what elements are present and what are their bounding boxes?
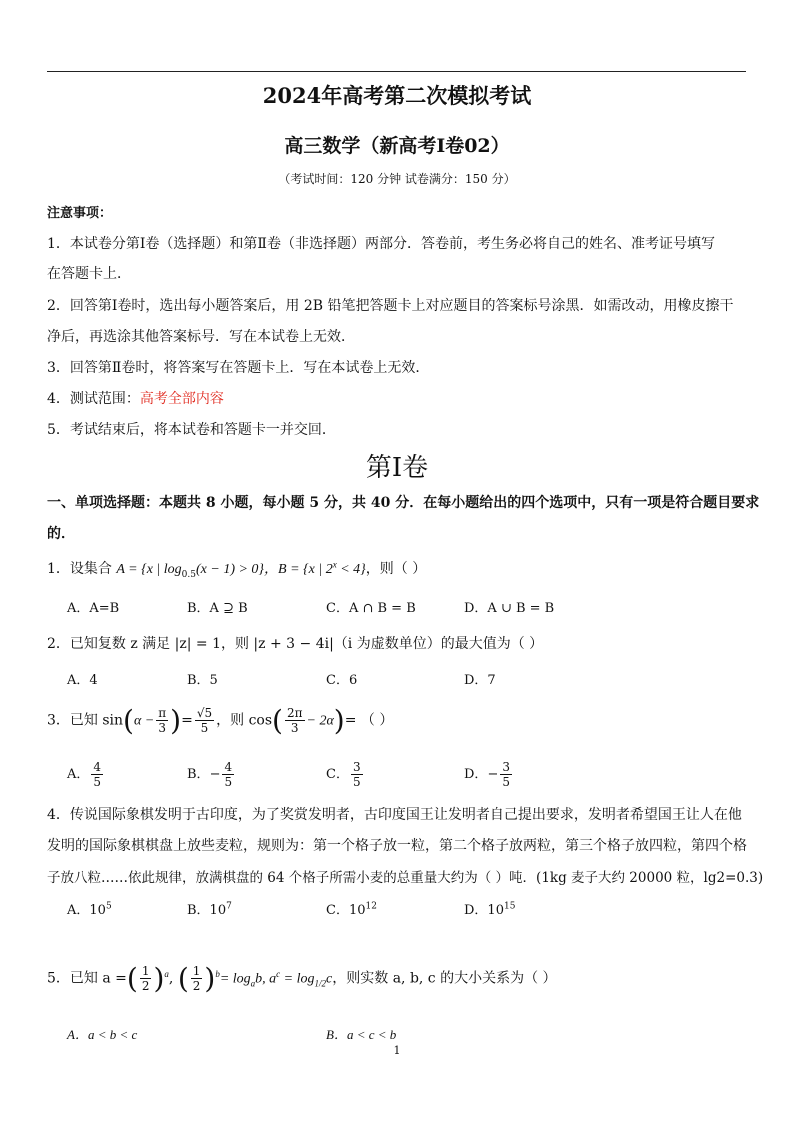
q5-suffix: ，则实数 a, b, c 的大小关系为（ ） (332, 970, 557, 987)
q3-option-b-frac (222, 760, 234, 789)
q2-option-c[interactable]: C．6 (326, 673, 358, 688)
q3-option-a-label: A． (67, 767, 90, 782)
q3-option-b-num: 4 (224, 760, 233, 774)
q5-log-c-arg: c (326, 971, 333, 987)
q3-option-c[interactable] (326, 760, 365, 789)
q5-paren2-close: ) (204, 962, 216, 995)
q4-option-c-label: C．10 (326, 903, 366, 918)
q1-set-b-rest: < 4} (336, 562, 366, 577)
notice-item-2-line-2: 净后，再选涂其他答案标号．写在本试卷上无效． (47, 329, 355, 345)
q3-minus-2alpha: − 2α (306, 713, 334, 729)
q3-sqrt5-over-5 (195, 706, 214, 735)
q3-option-d-label: D． (464, 767, 488, 782)
q3-option-a[interactable] (67, 760, 105, 789)
header-rule (47, 71, 746, 72)
q5-log-a-base: a (250, 978, 256, 989)
q3-option-a-num: 4 (93, 760, 102, 774)
q4-option-a-label: A．10 (67, 903, 106, 918)
q5-log-c: = log (280, 971, 315, 987)
q5-option-b[interactable]: B．a < c < b (326, 1027, 397, 1042)
notice-item-3: 3．回答第Ⅱ卷时，将答案写在答题卡上．写在本试卷上无效． (47, 360, 430, 376)
q4-option-c-exp: 12 (365, 901, 377, 912)
q3-option-b-den: 5 (224, 775, 233, 789)
page-number: 1 (393, 1044, 401, 1057)
q1-option-b[interactable]: B．A ⊇ B (187, 601, 248, 616)
q3-sqrt5: √5 (196, 706, 213, 720)
q3-paren2-open: ( (272, 704, 283, 737)
q1-exponent: x (332, 559, 337, 570)
exam-title: 2024年高考第二次模拟考试 (262, 83, 532, 108)
q5-half-2-den: 2 (192, 979, 201, 993)
notice-item-2-line-1: 2．回答第Ⅰ卷时，选出每小题答案后，用 2B 铅笔把答题卡上对应题目的答案标号涂黑．如需改动，用橡皮擦干 (47, 298, 734, 314)
q4-option-b[interactable] (187, 899, 232, 918)
q1-option-c[interactable]: C．A ∩ B = B (326, 601, 416, 616)
q5-half-1-den: 2 (141, 979, 150, 993)
q5-half-1-num: 1 (141, 964, 150, 978)
section-title: 第Ⅰ卷 (365, 453, 429, 483)
q5-half-2-num: 1 (192, 964, 201, 978)
question-5 (47, 962, 557, 995)
question-4-line-1: 4．传说国际象棋发明于古印度，为了奖赏发明者，古印度国王让发明者自己提出要求，发明者希望国王让人在他 (47, 807, 742, 823)
q3-option-d-den: 5 (502, 775, 510, 789)
q3-option-b[interactable] (187, 760, 236, 789)
q3-prefix: 3．已知 sin (47, 712, 124, 729)
notice-item-4-prefix: 4．测试范围： (47, 391, 140, 407)
q4-option-d[interactable] (464, 899, 515, 918)
q3-2pi-over-3 (285, 706, 305, 735)
q3-option-c-frac (351, 760, 363, 789)
section-intro-line-1: 一、单项选择题：本题共 8 小题，每小题 5 分，共 40 分．在每小题给出的四个选项中，只有一项是符合题目要求 (47, 495, 760, 511)
q3-option-c-num: 3 (352, 760, 361, 774)
q5-paren1-close: ) (153, 962, 165, 995)
notice-item-4-scope: 高考全部内容 (139, 391, 224, 407)
q2-option-d[interactable]: D．7 (464, 673, 496, 688)
notice-item-1-line-1: 1．本试卷分第Ⅰ卷（选择题）和第Ⅱ卷（非选择题）两部分．答卷前，考生务必将自己的姓名、准考证号填写 (47, 236, 715, 252)
q5-exp-a: a (164, 968, 169, 979)
q3-alpha-minus: α − (133, 713, 155, 729)
q5-exp-b: b (215, 968, 220, 979)
q3-option-d-frac (500, 760, 512, 789)
q3-option-b-sign: − (209, 767, 221, 782)
q3-option-b-label: B． (187, 767, 210, 782)
q3-mid: ，则 cos (216, 712, 273, 729)
question-3 (47, 704, 393, 737)
notice-item-5: 5．考试结束后，将本试卷和答题卡一并交回． (47, 422, 336, 438)
q5-comma: , (168, 970, 178, 987)
exam-subtitle: 高三数学（新高考Ⅰ卷02） (284, 135, 510, 157)
question-4-line-3: 子放八粒……依此规律，放满棋盘的 64 个格子所需小麦的总重量大约为（ ）吨．(1kg 麦子大约 20000 粒，lg2=0.3) (47, 870, 764, 886)
q4-option-b-exp: 7 (226, 901, 232, 912)
q5-paren2-open: ( (177, 962, 189, 995)
q1-suffix: ，则（ ） (365, 561, 427, 577)
q1-set-a-rest: (x − 1) > 0} (196, 562, 265, 577)
q3-five: 5 (200, 721, 209, 735)
q3-option-a-den: 5 (93, 775, 102, 789)
q3-option-d-sign: − (487, 767, 499, 782)
q5-half-1 (140, 964, 152, 993)
notice-item-1-line-2: 在答题卡上． (47, 266, 131, 282)
q2-option-b[interactable]: B．5 (187, 673, 218, 688)
question-1 (47, 558, 426, 580)
q5-prefix: 5．已知 a = (47, 970, 127, 987)
notice-heading: 注意事项： (47, 206, 113, 221)
q3-three-2: 3 (290, 721, 299, 735)
q4-option-a-exp: 5 (105, 901, 112, 912)
question-2: 2．已知复数 z 满足 |z| = 1，则 |z + 3 − 4i|（i 为虚数单位）的最大值为（ ） (47, 636, 544, 652)
q2-option-a[interactable]: A．4 (67, 673, 98, 688)
q4-option-a[interactable] (67, 899, 112, 918)
q4-option-c[interactable] (326, 899, 377, 918)
q3-option-c-den: 5 (352, 775, 361, 789)
q5-log-a-arg: b, a (255, 971, 277, 987)
q3-pi-over-3 (156, 706, 168, 735)
q5-option-a[interactable]: A．a < b < c (67, 1027, 138, 1042)
q3-option-a-frac (91, 760, 103, 789)
time-note: （考试时间：120 分钟 试卷满分：150 分） (278, 172, 516, 186)
q3-paren-close: ) (170, 704, 182, 737)
q3-pi: π (158, 706, 167, 720)
q1-log-base: 0.5 (181, 569, 196, 580)
q5-log-a: = log (219, 971, 251, 987)
q3-three: 3 (158, 721, 167, 735)
q3-equals: = (181, 712, 193, 729)
q4-option-d-label: D．10 (464, 903, 504, 918)
section-intro-line-2: 的． (47, 526, 75, 542)
q3-option-d-num: 3 (502, 760, 510, 774)
q3-two-pi: 2π (286, 706, 303, 720)
q1-option-d[interactable]: D．A ∪ B = B (464, 601, 555, 616)
q3-option-c-label: C． (326, 767, 349, 782)
q1-set-a: A = {x | log (116, 562, 182, 577)
q1-set-b: ，B = {x | 2 (264, 562, 333, 577)
q4-option-d-exp: 15 (503, 901, 516, 912)
notice-item-4 (47, 388, 224, 408)
q3-paren-open: ( (123, 704, 134, 737)
q5-half-2 (191, 964, 203, 993)
q3-suffix: = （ ） (344, 712, 394, 729)
q3-paren2-close: ) (333, 704, 345, 737)
q5-log-c-base: 1/2 (314, 978, 327, 989)
q4-option-b-label: B．10 (187, 903, 227, 918)
question-4-line-2: 发明的国际象棋棋盘上放些麦粒，规则为：第一个格子放一粒，第二个格子放两粒，第三个格子放四粒，第四个格 (47, 838, 747, 854)
q1-prefix: 1．设集合 (47, 561, 112, 577)
q3-option-d[interactable] (464, 760, 514, 789)
q5-exp-c: c (276, 968, 281, 979)
q5-paren1-open: ( (126, 962, 138, 995)
q1-option-a[interactable]: A．A=B (67, 601, 120, 616)
